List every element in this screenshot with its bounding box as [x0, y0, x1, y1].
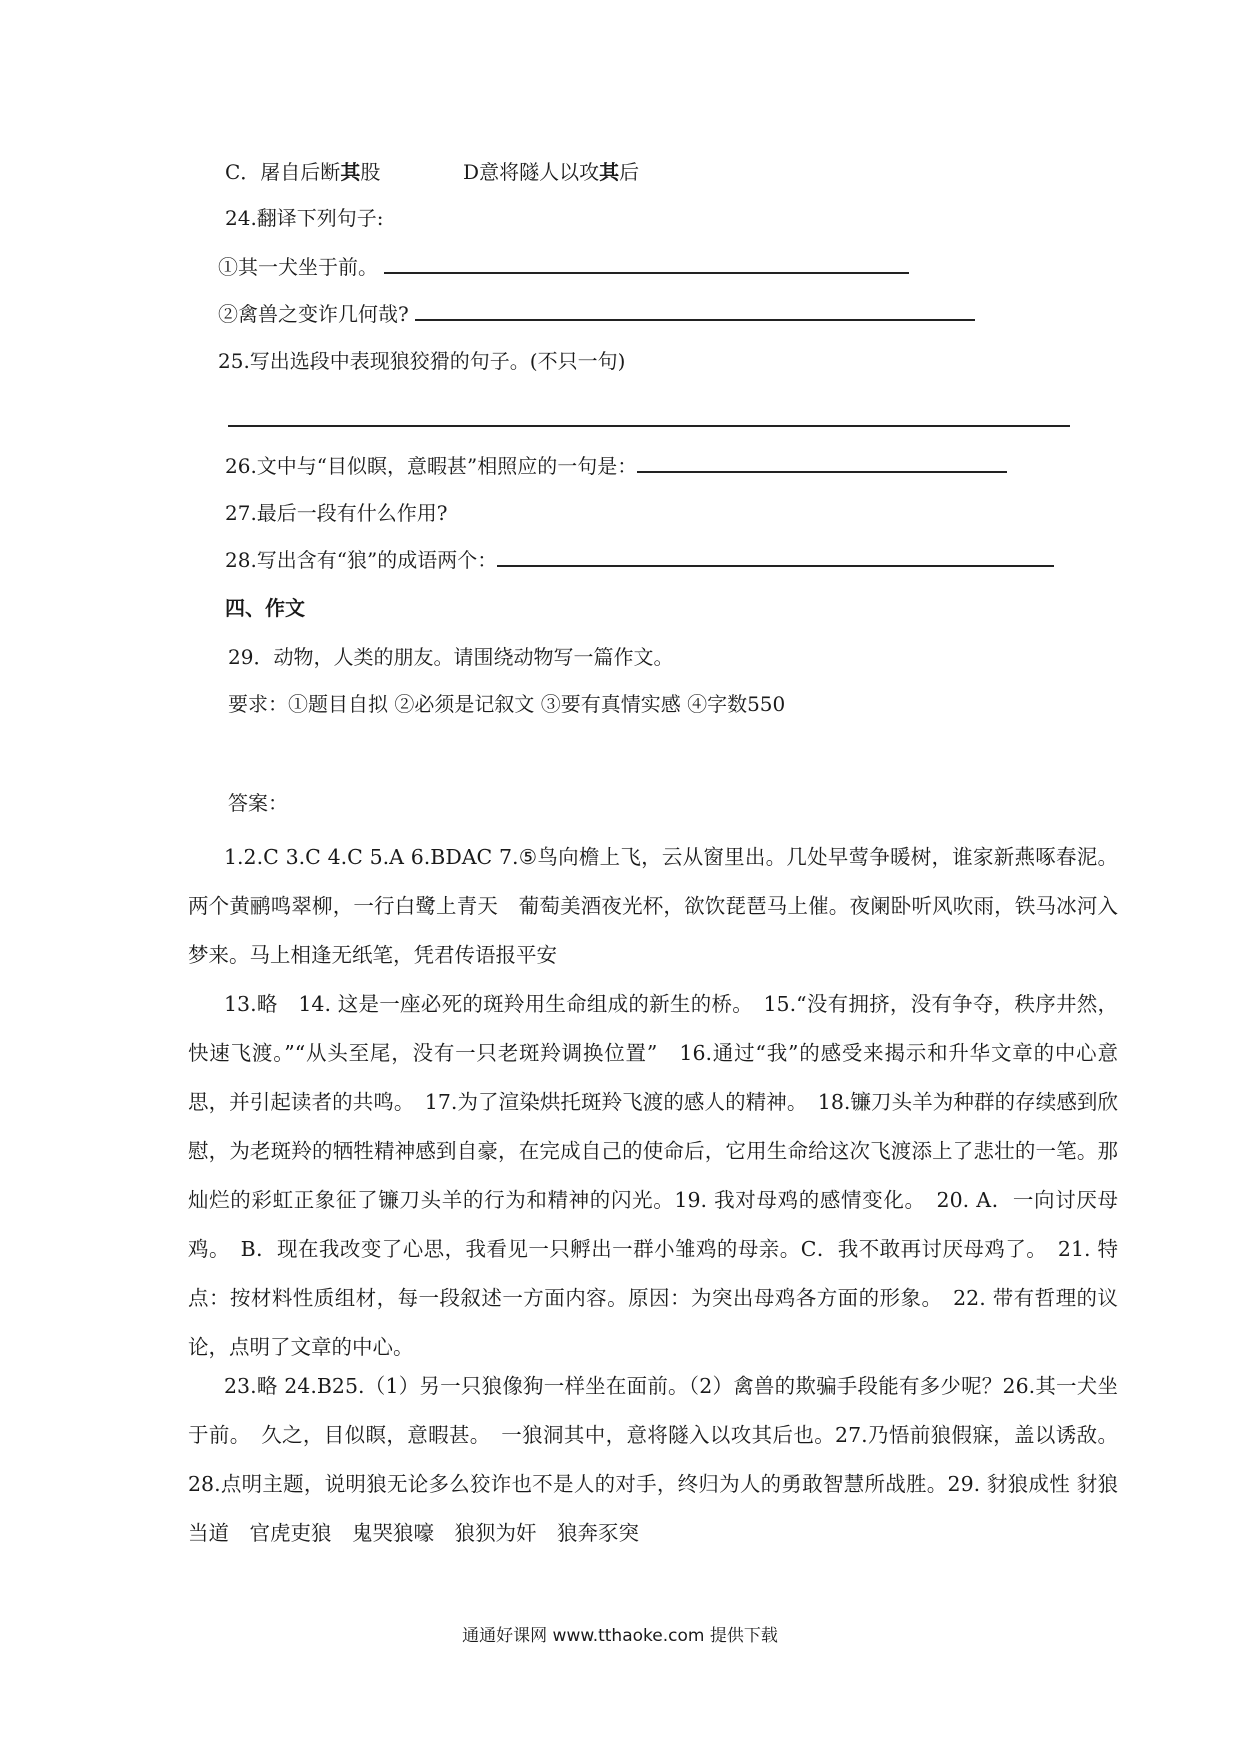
item-1-text: ①其一犬坐于前。 — [218, 255, 378, 279]
section-heading: 四、作文 — [225, 596, 305, 620]
question-25: 25.写出选段中表现狼狡猾的句子。(不只一句) — [218, 349, 626, 373]
question-24-item-1 — [218, 253, 909, 281]
answers-label: 答案： — [228, 791, 288, 815]
option-c — [225, 160, 387, 184]
question-24-item-2 — [218, 300, 975, 328]
question-23-options — [225, 158, 639, 186]
q26-text: 26.文中与“目似瞑，意暇甚”相照应的一句是： — [225, 454, 638, 478]
answers-paragraph-1: 1.2.C 3.C 4.C 5.A 6.BDAC 7.⑤鸟向檐上飞，云从窗里出。几处早莺争暖树，谁家新燕啄春泥。两个黄鹂鸣翠柳，一行白鹭上青天 葡萄美酒夜光杯，欲饮琵琶马上催。夜阑卧听风吹雨，铁马冰河入梦来。马上相逢无纸笔，凭君传语报平安 — [188, 845, 1118, 967]
question-26 — [225, 452, 1007, 480]
answer-blank[interactable] — [637, 453, 1007, 473]
answers-paragraph-2: 13.略 14. 这是一座必死的斑羚用生命组成的新生的桥。 15.“没有拥挤，没有争夺，秩序井然，快速飞渡。”“从头至尾，没有一只老斑羚调换位置” 16.通过“我”的感受来揭示和升华文章的中心意思，并引起读者的共鸣。 17.为了渲染烘托斑羚飞渡的感人的精神。 18.镰刀头羊为种群的存续感到欣慰，为老斑羚的牺牲精神感到自豪，在完成自己的使命后，它用生命给这次飞渡添上了悲壮的一笔。那灿烂的彩虹正象征了镰刀头羊的行为和精神的闪光。19. 我对母鸡的感情变化。 20. A．一向讨厌母鸡。 B．现在我改变了心思，我看见一只孵出一群小雏鸡的母亲。C．我不敢再讨厌母鸡了。 21. 特点：按材料性质组材，每一段叙述一方面内容。原因：为突出母鸡各方面的形象。 22. 带有哲理的议论，点明了文章的中心。 — [188, 992, 1118, 1359]
option-c-bold: 其 — [340, 160, 361, 184]
option-c-text: C．屠自后断 — [225, 160, 341, 184]
answers-paragraph-3: 23.略 24.B25.（1）另一只狼像狗一样坐在面前。（2）禽兽的欺骗手段能有多少呢？26.其一犬坐于前。 久之，目似瞑，意暇甚。 一狼洞其中，意将隧入以攻其后也。27.乃悟前狼假寐，盖以诱敌。28.点明主题，说明狼无论多么狡诈也不是人的对手，终归为人的勇敢智慧所战胜。29. 豺狼成性 豺狼当道 官虎吏狼 鬼哭狼嚎 狼狈为奸 狼奔豕突 — [188, 1374, 1118, 1545]
answer-line[interactable] — [228, 425, 1070, 427]
answer-blank[interactable] — [497, 547, 1054, 567]
q28-text: 28.写出含有“狼”的成语两个： — [225, 548, 498, 572]
option-c-tail: 股 — [360, 160, 381, 184]
answer-blank[interactable] — [415, 301, 975, 321]
option-d-tail: 后 — [619, 160, 640, 184]
item-2-text: ②禽兽之变诈几何哉? — [218, 302, 409, 326]
option-d — [463, 160, 639, 184]
option-d-bold: 其 — [599, 160, 620, 184]
page-footer: 通通好课网 www.tthaoke.com 提供下载 — [462, 1626, 778, 1646]
option-d-text: D意将隧人以攻 — [463, 160, 600, 184]
question-28 — [225, 546, 1054, 574]
question-27: 27.最后一段有什么作用? — [225, 501, 448, 525]
question-24-title: 24.翻译下列句子: — [225, 206, 384, 230]
question-29-requirements: 要求：①题目自拟 ②必须是记叙文 ③要有真情实感 ④字数550 — [228, 692, 786, 716]
question-29: 29．动物，人类的朋友。请围绕动物写一篇作文。 — [228, 645, 674, 669]
answer-blank[interactable] — [384, 254, 909, 274]
